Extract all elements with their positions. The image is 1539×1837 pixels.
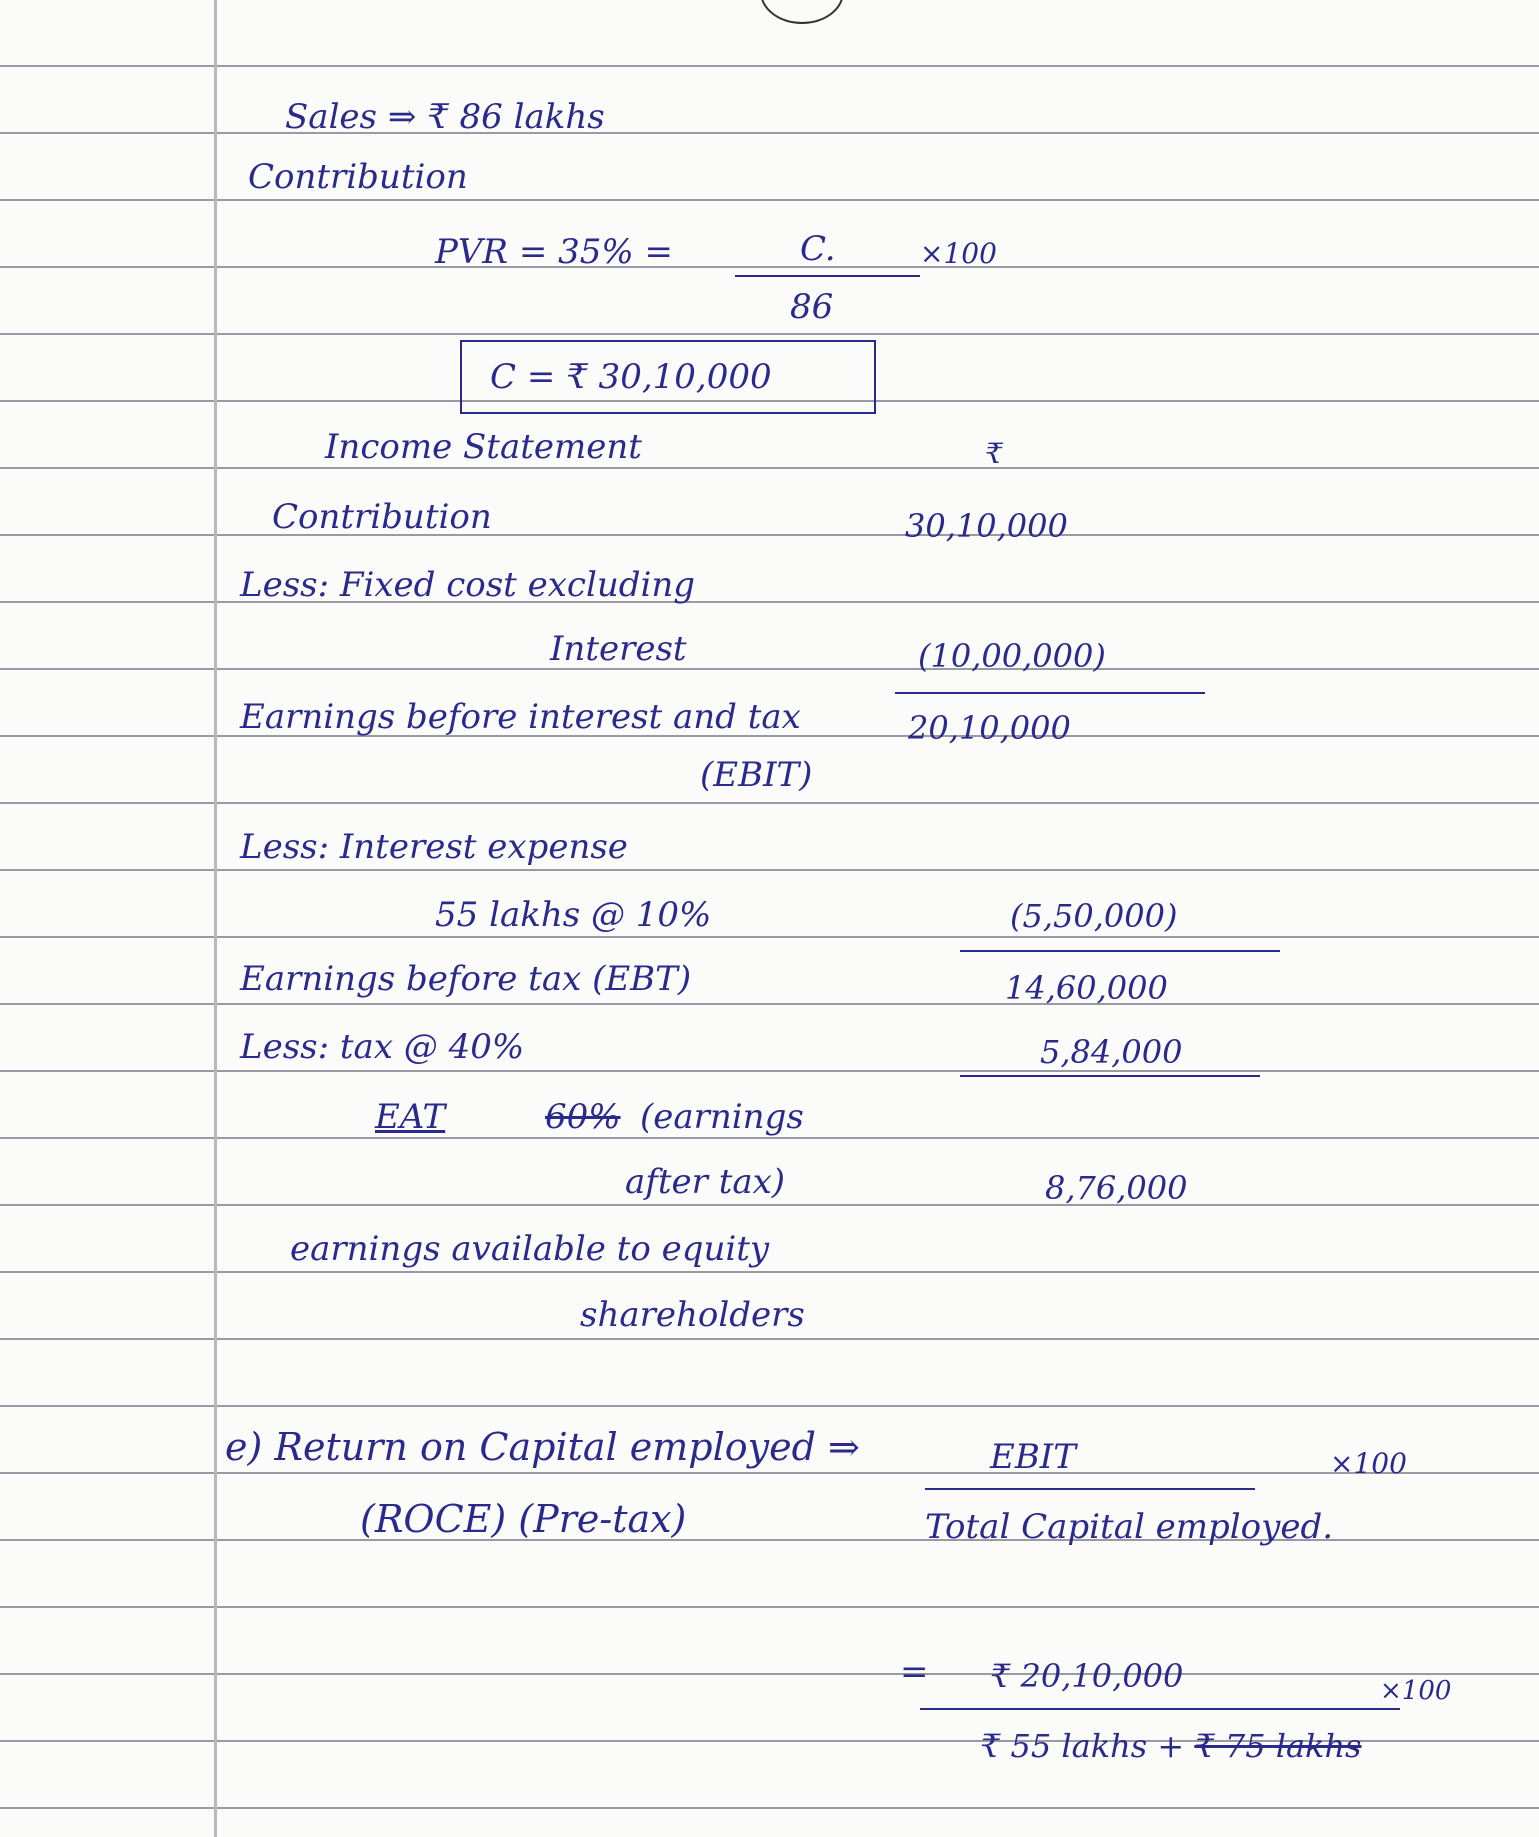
row-amount-fixed-cost: (10,00,000) xyxy=(918,637,1106,675)
sales-line: Sales ⇒ ₹ 86 lakhs xyxy=(285,97,605,137)
pvr-times: ×100 xyxy=(920,237,997,270)
roce-title: e) Return on Capital employed ⇒ xyxy=(225,1425,860,1469)
page-number-circle xyxy=(760,0,844,24)
margin-line xyxy=(214,0,217,1837)
shareholders-line: shareholders xyxy=(580,1295,805,1335)
row-label-after-tax: after tax) xyxy=(625,1162,786,1202)
roce-fraction-bar xyxy=(925,1488,1255,1490)
row-amount-eat: 8,76,000 xyxy=(1045,1169,1188,1207)
equals-sign: = xyxy=(900,1652,929,1692)
row-amount-interest: (5,50,000) xyxy=(1010,897,1178,935)
calc-times: ×100 xyxy=(1380,1676,1452,1706)
rule-after-fixed-cost xyxy=(895,692,1205,694)
pvr-numerator: C. xyxy=(800,229,836,269)
contribution-heading: Contribution xyxy=(248,157,468,197)
eat-note: (earnings xyxy=(640,1097,804,1137)
roce-numerator: EBIT xyxy=(990,1437,1076,1477)
row-amount-ebt: 14,60,000 xyxy=(1005,969,1168,1007)
row-amount-contribution: 30,10,000 xyxy=(905,507,1068,545)
row-label-fixed-cost: Less: Fixed cost excluding xyxy=(240,565,696,605)
row-label-interest-expense: Less: Interest expense xyxy=(240,827,628,867)
row-label-eat: EAT xyxy=(375,1097,446,1137)
c-result: C = ₹ 30,10,000 xyxy=(490,357,772,397)
row-amount-tax: 5,84,000 xyxy=(1040,1033,1183,1071)
eat-struck-text: 60% xyxy=(545,1097,621,1137)
row-amount-ebit: 20,10,000 xyxy=(908,709,1071,747)
row-label-ebit-abbr: (EBIT) xyxy=(700,755,813,795)
income-statement-heading: Income Statement xyxy=(325,427,642,467)
calc-denominator-a: ₹ 55 lakhs + xyxy=(980,1727,1195,1765)
row-label-interest-rate: 55 lakhs @ 10% xyxy=(435,895,712,935)
calc-denominator xyxy=(980,1727,1362,1765)
row-label-contribution: Contribution xyxy=(272,497,492,537)
pvr-line: PVR = 35% = xyxy=(435,232,673,272)
earnings-available-line: earnings available to equity xyxy=(290,1229,770,1269)
pvr-denominator: 86 xyxy=(790,287,834,327)
row-label-tax: Less: tax @ 40% xyxy=(240,1027,525,1067)
currency-header: ₹ xyxy=(985,437,1003,470)
row-label-ebit: Earnings before interest and tax xyxy=(240,697,801,737)
rule-after-interest xyxy=(960,950,1280,952)
roce-subtitle: (ROCE) (Pre-tax) xyxy=(360,1497,687,1541)
roce-denominator: Total Capital employed. xyxy=(925,1507,1334,1547)
pvr-fraction-bar xyxy=(735,275,920,277)
row-label-ebt: Earnings before tax (EBT) xyxy=(240,959,692,999)
calc-numerator: ₹ 20,10,000 xyxy=(990,1657,1184,1695)
roce-times: ×100 xyxy=(1330,1447,1407,1480)
calc-fraction-bar xyxy=(920,1708,1400,1710)
rule-after-tax xyxy=(960,1075,1260,1077)
calc-denominator-b: ₹ 75 lakhs xyxy=(1194,1727,1362,1765)
row-label-interest: Interest xyxy=(550,629,687,669)
